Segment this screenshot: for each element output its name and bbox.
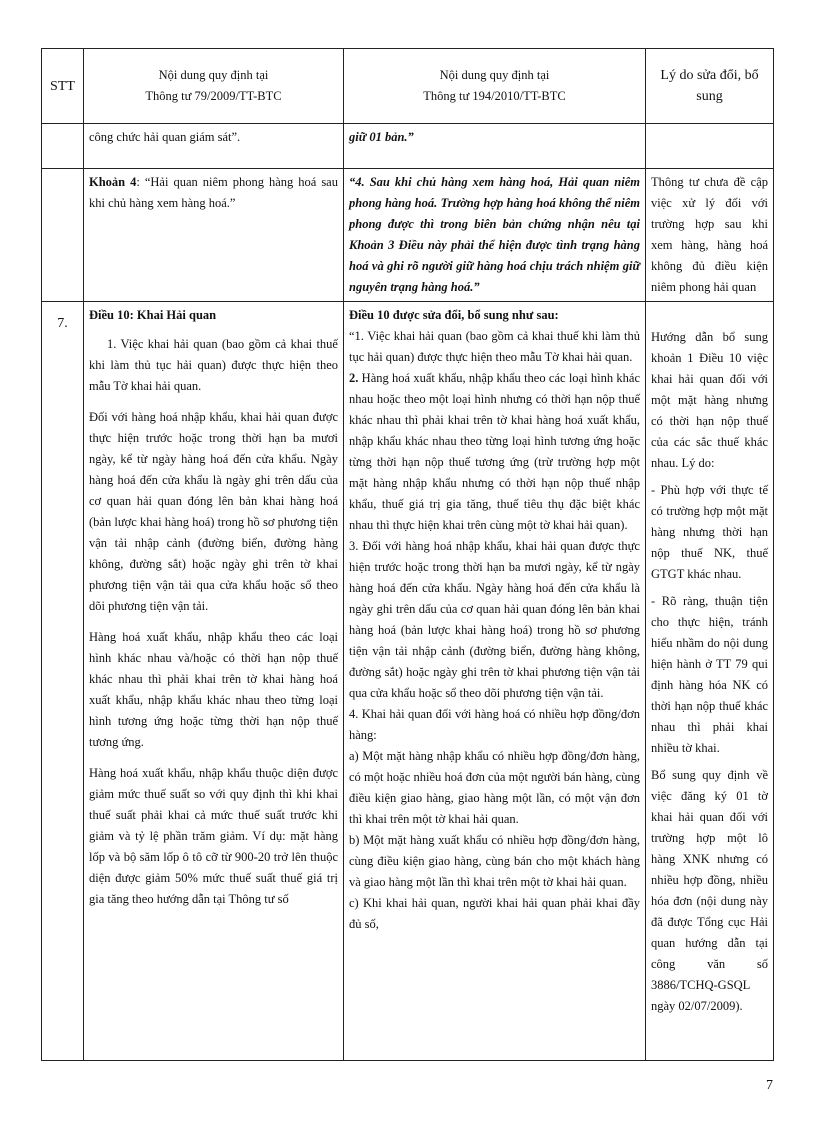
new-paragraph: “1. Việc khai hải quan (bao gồm cả khai thuế khi làm thủ tục hải quan) được thực hiện theo mẫu Tờ khai hải quan. <box>349 329 640 364</box>
reason-text: Thông tư chưa đề cập việc xử lý đối với trường hợp sau khi xem hàng, hàng hoá không đủ điều kiện niêm phong hải quan <box>651 175 768 294</box>
article-title: Điều 10 được sửa đổi, bổ sung như sau: <box>349 308 559 322</box>
old-paragraph: 1. Việc khai hải quan (bao gồm cả khai thuế khi làm thủ tục hải quan) được thực hiện theo mẫu Tờ khai hải quan. <box>89 337 338 393</box>
old-paragraph: Hàng hoá xuất khẩu, nhập khẩu theo các loại hình khác nhau và/hoặc có thời hạn nộp thuế khác nhau thì phải khai trên tờ khai hàng hoá xuất khẩu, nhập khẩu khác nhau theo từng loại hình tương ứng hoặc từng thời hạn nộp thuế tương ứng. <box>89 630 338 749</box>
old-content-text: : “Hải quan niêm phong hàng hoá sau khi chủ hàng xem hàng hoá.” <box>89 175 338 210</box>
stt-cell <box>42 124 84 169</box>
header-old-line2: Thông tư 79/2009/TT-BTC <box>145 89 282 103</box>
new-paragraph: 4. Khai hải quan đối với hàng hoá có nhiều hợp đồng/đơn hàng: <box>349 707 640 742</box>
reason-paragraph: Bổ sung quy định về việc đăng ký 01 tờ khai hải quan đối với trường hợp một lô hàng XNK nhưng có nhiều hợp đồng, nhiều hóa đơn (nội dung này đã được Tổng cục Hải quan hướng dẫn tại công văn số 3886/TCHQ-GSQL ngày 02/07/2009). <box>651 768 768 1013</box>
old-paragraph: Đối với hàng hoá nhập khẩu, khai hải quan được thực hiện trước hoặc trong thời hạn ba mươi ngày, kể từ ngày hàng hoá đến cửa khẩu. Ngày hàng hoá đến cửa khẩu là ngày ghi trên dấu của cơ quan hải quan đóng lên bản khai hàng hoá (bản lược khai hàng hoá) trong hồ sơ phương tiện vận tải nhập cảnh (đường biển, đường hàng không, đường sắt) hoặc ngày ghi trên tờ khai phương tiện vận tải qua cửa khẩu hoặc sổ theo dõi phương tiện vận tải. <box>89 410 338 613</box>
header-old-circular <box>84 49 344 124</box>
new-content-cell <box>344 302 646 1061</box>
header-old-line1: Nội dung quy định tại <box>158 68 269 82</box>
stt-cell <box>42 302 84 1061</box>
comparison-table <box>41 48 774 1061</box>
header-stt: STT <box>42 49 84 124</box>
table-row <box>42 302 774 1061</box>
old-content-cell <box>84 169 344 302</box>
new-paragraph: b) Một mặt hàng xuất khẩu có nhiều hợp đồng/đơn hàng, cùng điều kiện giao hàng, cùng bán cho một khách hàng và giao hàng một lần thì khai trên một tờ khai hải quan. <box>349 833 640 889</box>
header-reason: Lý do sửa đổi, bổ sung <box>646 49 774 124</box>
new-content-cell <box>344 169 646 302</box>
old-content-text: công chức hải quan giám sát”. <box>89 130 241 144</box>
reason-cell <box>646 302 774 1061</box>
new-content-text: giữ 01 bản.” <box>349 130 414 144</box>
reason-cell <box>646 124 774 169</box>
stt-cell <box>42 169 84 302</box>
new-paragraph: a) Một mặt hàng nhập khẩu có nhiều hợp đồng/đơn hàng, có một hoặc nhiều hoá đơn của một người bán hàng, cùng điều kiện giao hàng, giao hàng một lần, có một vận đơn thì khai trên một tờ khai hải quan. <box>349 749 640 826</box>
page-number: 7 <box>766 1078 773 1093</box>
table-row <box>42 169 774 302</box>
header-new-line1: Nội dung quy định tại <box>439 68 550 82</box>
new-paragraph-text: Hàng hoá xuất khẩu, nhập khẩu theo các loại hình khác nhau hoặc theo một loại hình nhưng có thời hạn nộp thuế khác nhau thì phải khai trên tờ khai hàng hoá xuất khẩu, nhập khẩu khác nhau theo từng loại hình tương ứng hoặc từng thời hạn nộp thuế tương ứng (trừ trường hợp một mặt hàng nhập khẩu nhưng có thời hạn nộp thuế nhập khẩu, thuế giá trị gia tăng, thuế tiêu thụ đặc biệt khác nhau thì thực hiện khai trên cùng một tờ khai hải quan). <box>349 371 640 532</box>
new-content-text: “4. Sau khi chủ hàng xem hàng hoá, Hải quan niêm phong hàng hoá. Trường hợp hàng hoá không thể niêm phong được thì trong biên bản chứng nhận nêu tại Khoản 3 Điều này phải thể hiện được tình trạng hàng hoá và ghi rõ người giữ hàng hoá chịu trách nhiệm giữ nguyên trạng hàng hoá.” <box>349 175 640 294</box>
new-paragraph: 3. Đối với hàng hoá nhập khẩu, khai hải quan được thực hiện trước hoặc trong thời hạn ba mươi ngày, kể từ ngày hàng hoá đến cửa khẩu. Ngày hàng hoá đến cửa khẩu là ngày ghi trên dấu của cơ quan hải quan đóng lên bản khai hàng hoá (bản lược khai hàng hoá) trong hồ sơ phương tiện vận tải nhập cảnh (đường biển, đường hàng không, đường sắt) hoặc ngày ghi trên tờ khai phương tiện vận tải qua cửa khẩu hoặc sổ theo dõi phương tiện vận tải. <box>349 539 640 700</box>
header-new-circular <box>344 49 646 124</box>
table-row <box>42 124 774 169</box>
clause-number: 2. <box>349 371 359 385</box>
old-paragraph: Hàng hoá xuất khẩu, nhập khẩu thuộc diện được giảm mức thuế suất so với quy định thì khi khai thuế suất phải khai cả mức thuế suất trước khi giảm và tỷ lệ phần trăm giảm. Ví dụ: mặt hàng lốp và bộ săm lốp ô tô cỡ từ 900-20 trở lên thuộc diện được giảm 50% mức thuế suất thuế giá trị gia tăng theo hướng dẫn tại Thông tư số <box>89 766 338 906</box>
reason-paragraph: - Rõ ràng, thuận tiện cho thực hiện, tránh hiểu nhầm do nội dung hiện hành ở TT 79 qui định hàng hóa NK có thời hạn nộp thuế khác nhau thì phải khai nhiều tờ khai. <box>651 594 768 755</box>
old-content-cell <box>84 124 344 169</box>
new-content-cell <box>344 124 646 169</box>
reason-cell <box>646 169 774 302</box>
old-content-cell <box>84 302 344 1061</box>
clause-label: Khoản 4 <box>89 175 137 189</box>
row-number: 7. <box>57 316 68 331</box>
new-paragraph: c) Khi khai hải quan, người khai hải quan phải khai đầy đủ số, <box>349 896 640 931</box>
article-title: Điều 10: Khai Hải quan <box>89 308 217 322</box>
header-new-line2: Thông tư 194/2010/TT-BTC <box>423 89 566 103</box>
reason-paragraph: Hướng dẫn bổ sung khoản 1 Điều 10 việc khai hải quan đối với một mặt hàng nhưng có thời hạn nộp thuế của các sắc thuế khác nhau. Lý do: <box>651 330 768 470</box>
header-row <box>42 49 774 124</box>
reason-paragraph: - Phù hợp với thực tế có trường hợp một mặt hàng nhưng thời hạn nộp thuế NK, thuế GTGT khác nhau. <box>651 483 768 581</box>
new-paragraph <box>349 368 640 536</box>
